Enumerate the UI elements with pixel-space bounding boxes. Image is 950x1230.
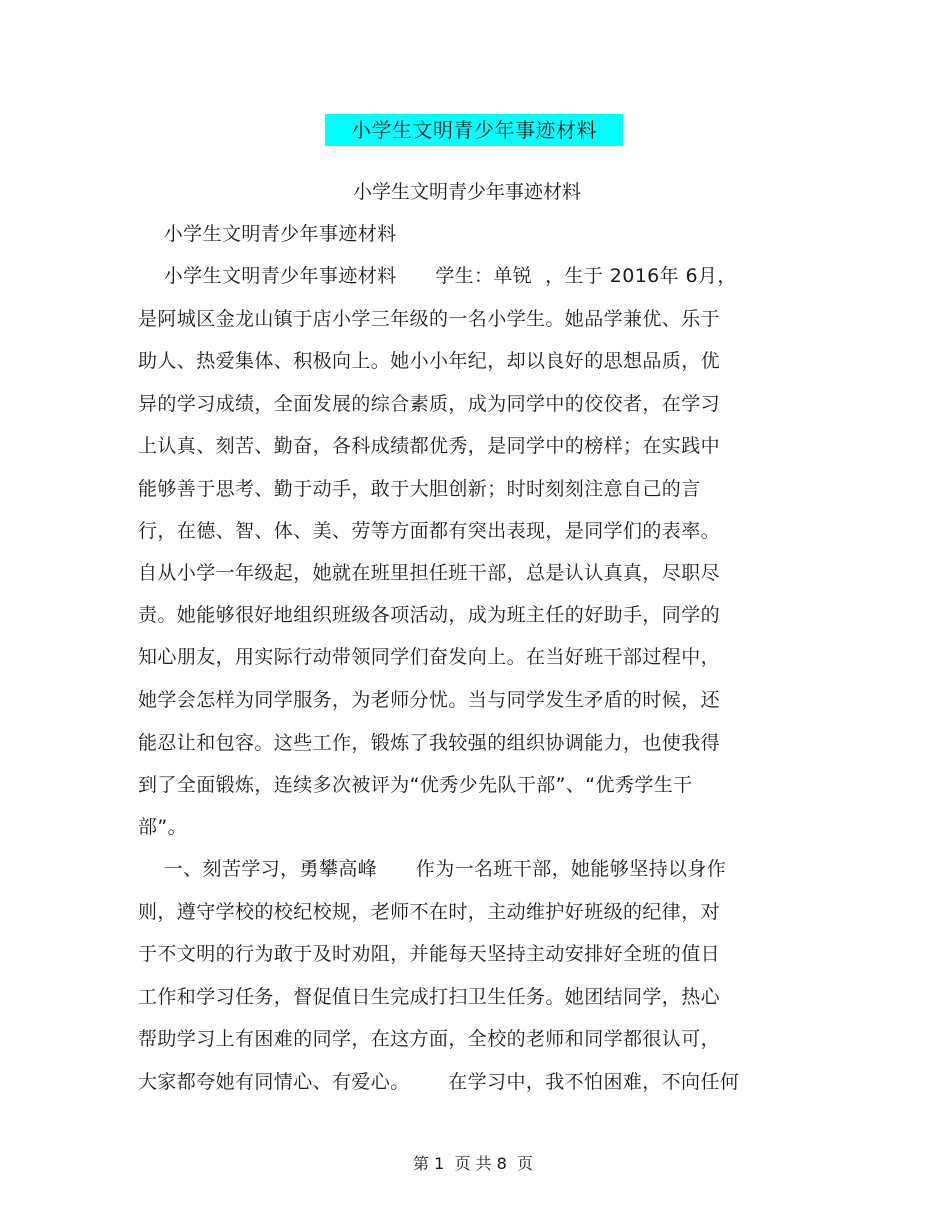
body-line: 到了全面锻炼，连续多次被评为“优秀少先队干部”、“优秀学生干 xyxy=(138,774,693,796)
body-line: 小学生文明青少年事迹材料 xyxy=(138,223,397,245)
body-line: 助人、热爱集体、积极向上。她小小年纪，却以良好的思想品质，优 xyxy=(138,350,721,372)
body-line: 知心朋友，用实际行动带领同学们奋发向上。在当好班干部过程中， xyxy=(138,646,721,668)
body-line: 能够善于思考、勤于动手，敢于大胆创新；时时刻刻注意自己的言 xyxy=(138,478,701,500)
body-line: 异的学习成绩，全面发展的综合素质，成为同学中的佼佼者，在学习 xyxy=(138,393,721,415)
body-line: 小学生文明青少年事迹材料 学生：单锐 ，生于 2016年 6月， xyxy=(138,265,737,287)
body-line: 能忍让和包容。这些工作，锻炼了我较强的组织协调能力，也使我得 xyxy=(138,732,721,754)
body-line: 部”。 xyxy=(138,816,188,838)
body-line: 是阿城区金龙山镇于店小学三年级的一名小学生。她品学兼优、乐于 xyxy=(138,308,721,330)
body-line: 帮助学习上有困难的同学，在这方面，全校的老师和同学都很认可， xyxy=(138,1028,721,1050)
body-line: 自从小学一年级起，她就在班里担任班干部，总是认认真真，尽职尽 xyxy=(138,562,721,584)
body-line: 则，遵守学校的校纪校规，老师不在时，主动维护好班级的纪律，对 xyxy=(138,901,721,923)
subtitle: 小学生文明青少年事迹材料 xyxy=(352,181,581,203)
body-line: 行，在德、智、体、美、劳等方面都有突出表现，是同学们的表率。 xyxy=(138,520,721,542)
body-line: 工作和学习任务，督促值日生完成打扫卫生任务。她团结同学，热心 xyxy=(138,986,721,1008)
body-line: 责。她能够很好地组织班级各项活动，成为班主任的好助手，同学的 xyxy=(138,604,721,626)
body-line: 于不文明的行为敢于及时劝阻，并能每天坚持主动安排好全班的值日 xyxy=(138,943,721,965)
body-line: 她学会怎样为同学服务，为老师分忧。当与同学发生矛盾的时候，还 xyxy=(138,689,721,711)
page-number-footer: 第 1 页 共 8 页 xyxy=(413,1154,533,1173)
body-line: 上认真、刻苦、勤奋，各科成绩都优秀，是同学中的榜样；在实践中 xyxy=(138,435,721,457)
body-line: 一、刻苦学习，勇攀高峰 作为一名班干部，她能够坚持以身作 xyxy=(138,858,727,880)
highlighted-title: 小学生文明青少年事迹材料 xyxy=(325,114,623,146)
body-line: 大家都夸她有同情心、有爱心。 在学习中，我不怕困难，不向任何 xyxy=(138,1071,740,1093)
